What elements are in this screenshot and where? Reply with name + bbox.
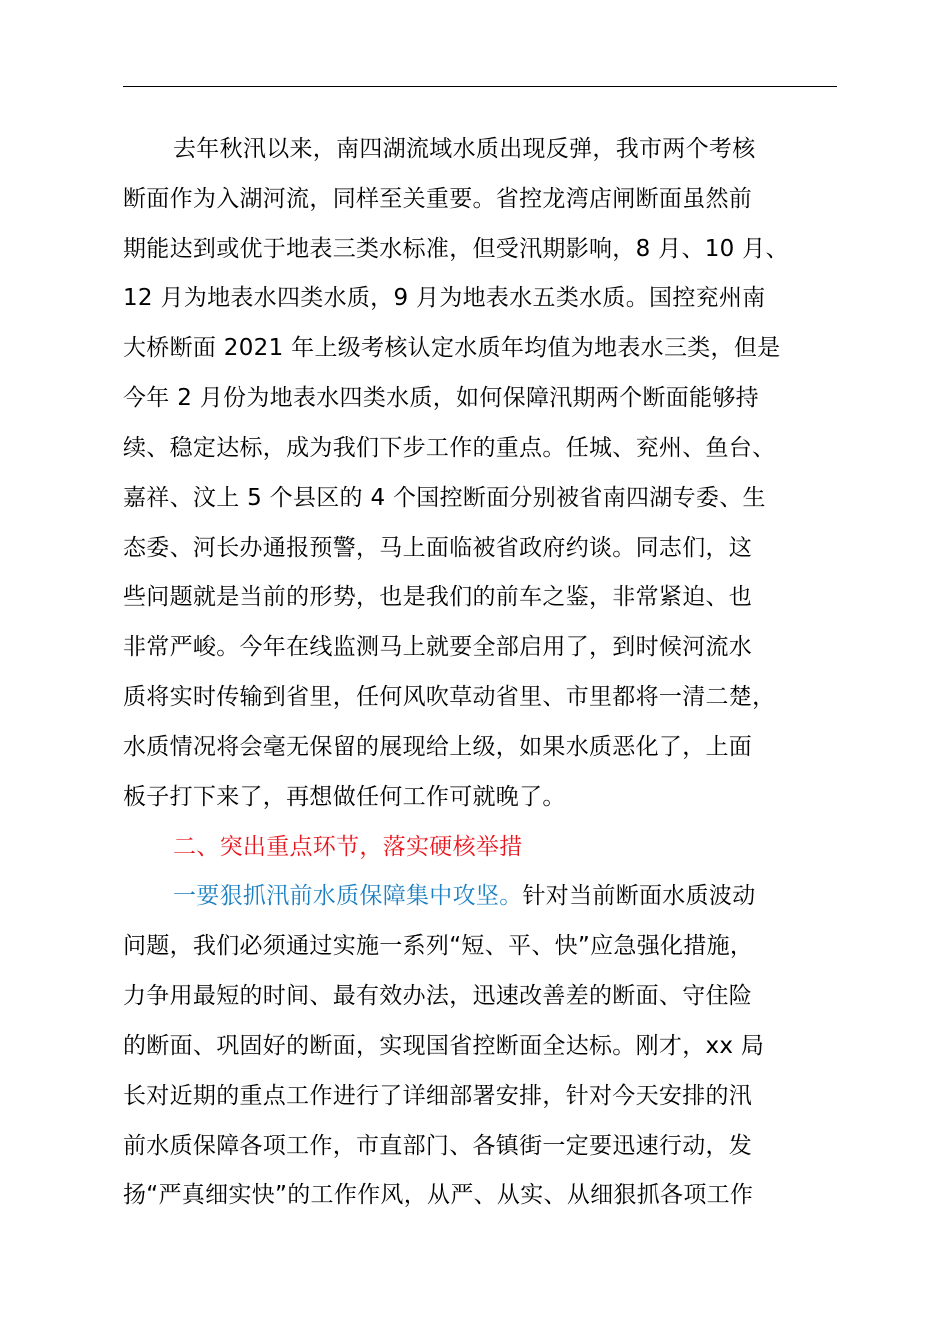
subheading-line bbox=[173, 876, 756, 916]
paragraph-line: 大桥断面 2021 年上级考核认定水质年均值为地表水三类，但是 bbox=[123, 335, 781, 361]
paragraph-line: 12 月为地表水四类水质，9 月为地表水五类水质。国控兖州南 bbox=[123, 285, 766, 311]
header-rule bbox=[123, 86, 837, 87]
paragraph-line: 断面作为入湖河流，同样至关重要。省控龙湾店闸断面虽然前 bbox=[123, 186, 753, 212]
paragraph-line: 的断面、巩固好的断面，实现国省控断面全达标。刚才，xx 局 bbox=[123, 1033, 765, 1059]
section-heading: 二、突出重点环节，落实硬核举措 bbox=[173, 834, 523, 860]
paragraph-line: 扬“严真细实快”的工作作风，从严、从实、从细狠抓各项工作 bbox=[123, 1182, 754, 1208]
paragraph-line: 些问题就是当前的形势，也是我们的前车之鉴，非常紧迫、也 bbox=[123, 584, 753, 610]
paragraph-line: 前水质保障各项工作，市直部门、各镇街一定要迅速行动，发 bbox=[123, 1133, 753, 1159]
paragraph-line: 长对近期的重点工作进行了详细部署安排，针对今天安排的汛 bbox=[123, 1083, 753, 1109]
paragraph-line: 板子打下来了，再想做任何工作可就晚了。 bbox=[123, 784, 566, 810]
paragraph-line: 非常严峻。今年在线监测马上就要全部启用了，到时候河流水 bbox=[123, 634, 753, 660]
paragraph-line: 续、稳定达标，成为我们下步工作的重点。任城、兖州、鱼台、 bbox=[123, 435, 776, 461]
paragraph-line: 质将实时传输到省里，任何风吹草动省里、市里都将一清二楚， bbox=[123, 684, 776, 710]
paragraph-line: 嘉祥、汶上 5 个县区的 4 个国控断面分别被省南四湖专委、生 bbox=[123, 485, 766, 511]
paragraph-line: 水质情况将会毫无保留的展现给上级，如果水质恶化了，上面 bbox=[123, 734, 753, 760]
subheading: 一要狠抓汛前水质保障集中攻坚。 bbox=[173, 883, 523, 909]
subheading-tail: 针对当前断面水质波动 bbox=[522, 883, 756, 909]
paragraph-line: 态委、河长办通报预警，马上面临被省政府约谈。同志们，这 bbox=[123, 535, 753, 561]
paragraph-line: 问题，我们必须通过实施一系列“短、平、快”应急强化措施， bbox=[123, 933, 754, 959]
paragraph-line: 去年秋汛以来，南四湖流域水质出现反弹，我市两个考核 bbox=[173, 136, 756, 162]
paragraph-line: 今年 2 月份为地表水四类水质，如何保障汛期两个断面能够持 bbox=[123, 385, 759, 411]
paragraph-line: 期能达到或优于地表三类水标准，但受汛期影响，8 月、10 月、 bbox=[123, 236, 789, 262]
paragraph-line: 力争用最短的时间、最有效办法，迅速改善差的断面、守住险 bbox=[123, 983, 753, 1009]
